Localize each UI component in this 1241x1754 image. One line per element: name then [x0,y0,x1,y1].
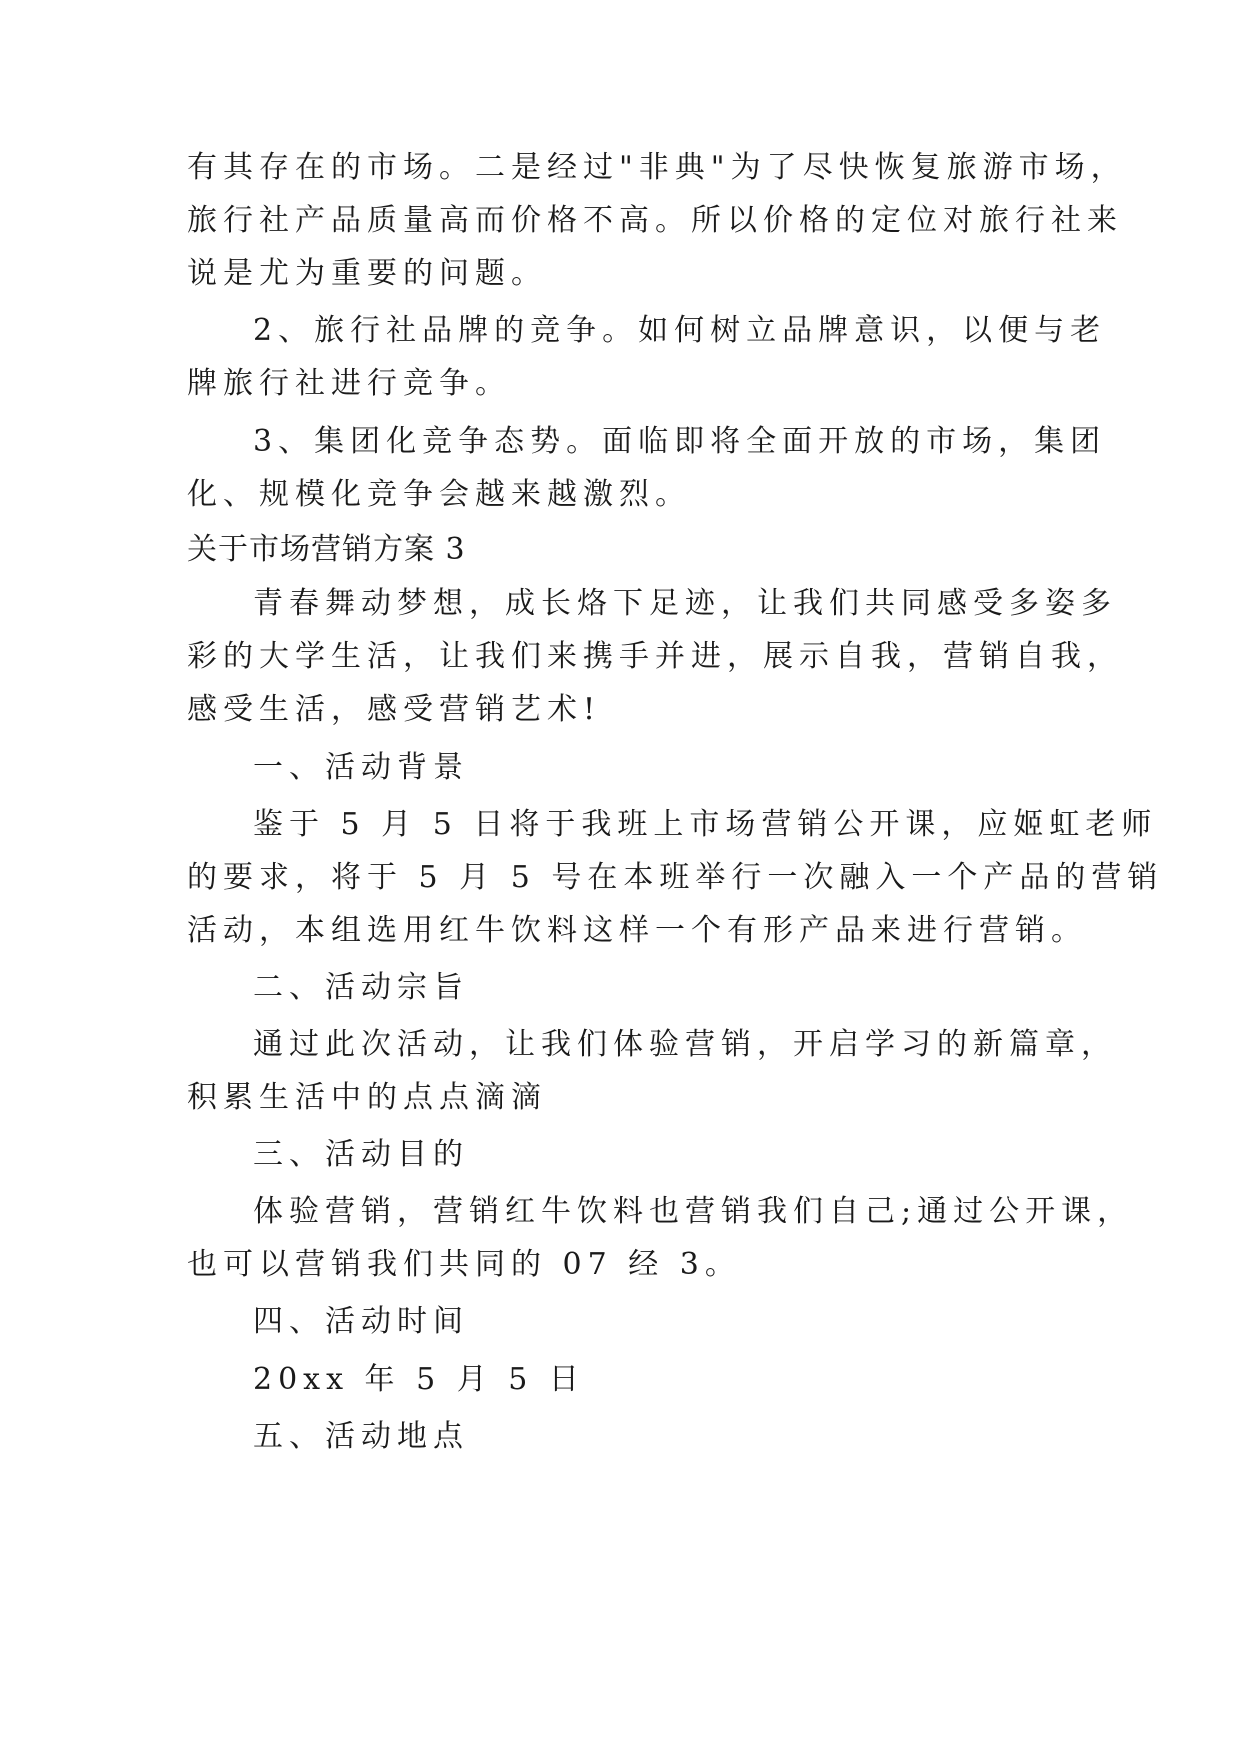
body-text-line: 的要求，将于 5 月 5 号在本班举行一次融入一个产品的营销 [187,860,1164,895]
body-text-line: 说是尤为重要的问题。 [187,256,547,291]
subsection-heading: 三、活动目的 [253,1137,469,1172]
body-text-line: 也可以营销我们共同的 07 经 3。 [187,1247,741,1282]
body-text-line: 感受生活，感受营销艺术! [187,692,602,727]
body-text-line: 2、旅行社品牌的竞争。如何树立品牌意识，以便与老 [253,313,1107,348]
body-text-line: 青春舞动梦想，成长烙下足迹，让我们共同感受多姿多 [253,586,1117,621]
subsection-heading: 一、活动背景 [253,750,469,785]
body-text-line: 牌旅行社进行竞争。 [187,366,511,401]
body-text-line: 通过此次活动，让我们体验营销，开启学习的新篇章， [253,1027,1117,1062]
body-text-line: 旅行社产品质量高而价格不高。所以价格的定位对旅行社来 [187,203,1123,238]
body-text-line: 鉴于 5 月 5 日将于我班上市场营销公开课，应姬虹老师 [253,807,1158,842]
subsection-heading: 五、活动地点 [253,1419,469,1454]
body-text-line: 有其存在的市场。二是经过"非典"为了尽快恢复旅游市场， [187,150,1127,185]
subsection-heading: 四、活动时间 [253,1304,469,1339]
body-text-line: 3、集团化竞争态势。面临即将全面开放的市场，集团 [253,424,1107,459]
body-text-line: 彩的大学生活，让我们来携手并进，展示自我，营销自我， [187,639,1123,674]
body-text-line: 活动，本组选用红牛饮料这样一个有形产品来进行营销。 [187,913,1087,948]
body-text-line: 体验营销，营销红牛饮料也营销我们自己;通过公开课， [253,1194,1134,1229]
body-text-line: 积累生活中的点点滴滴 [187,1080,547,1115]
body-text-line: 化、规模化竞争会越来越激烈。 [187,477,691,512]
subsection-heading: 二、活动宗旨 [253,970,469,1005]
section-heading: 关于市场营销方案 3 [187,532,466,567]
body-text-line: 20xx 年 5 月 5 日 [253,1362,585,1397]
